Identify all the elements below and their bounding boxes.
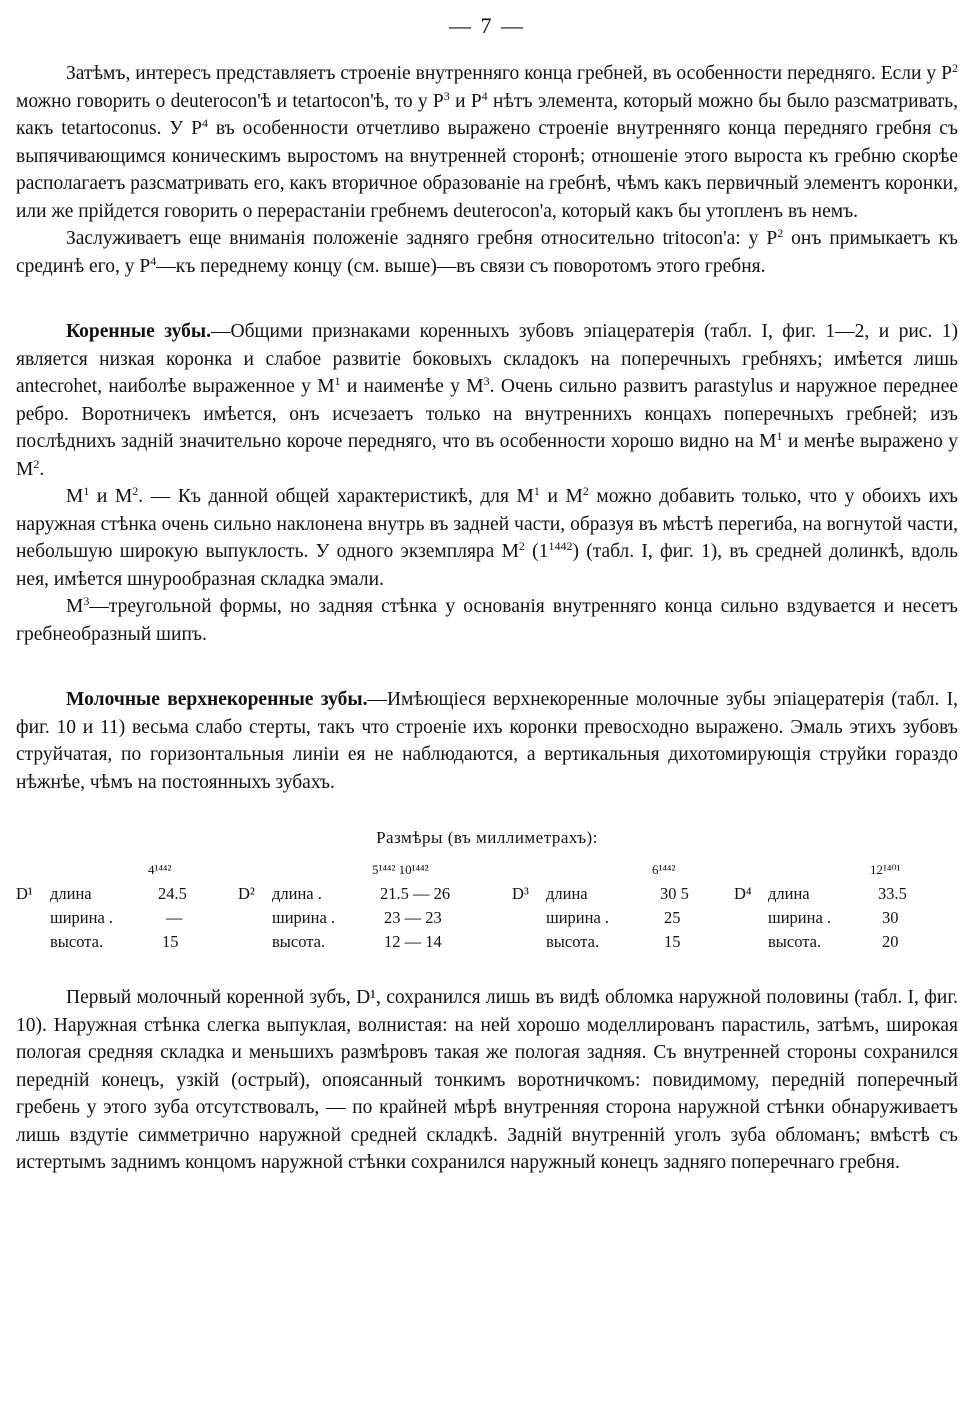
label-height: высота. <box>272 932 326 951</box>
specimen-d3: 6¹⁴⁴² <box>652 862 676 877</box>
paragraph-premolar-crests: Затѣмъ, интересъ представляетъ строеніе внутренняго конца гребней, въ особенности передняго. Если у $P^2$ можно говорить о deuterocon'ѣ и tetartocon'ѣ, то у $P^3$ и $P^4$ нѣтъ элемента, который можно бы было разсматривать, какъ tetartoconus. У $P^4$ въ особенности отчетливо выражено строеніе внутренняго конца передняго гребня съ выпячивающимся коническимъ выростомъ на внутренней сторонѣ; отношеніе этого выроста къ гребню скорѣе располагаетъ разсматривать его, какъ вторичное образованіе на гребнѣ, чѣмъ какъ первичный элементъ коронки, или же прійдется говорить о перерастаніи гребнемъ deuterocon'а, который какъ бы утопленъ въ немъ. <box>16 61 958 222</box>
label-width: ширина . <box>546 908 610 927</box>
d3-width: 25 <box>664 908 681 927</box>
tooth-d4: D⁴ <box>734 884 752 903</box>
label-width: ширина . <box>768 908 832 927</box>
measurements-title: Размѣры (въ миллиметрахъ): <box>376 828 598 847</box>
d2-width: 23 — 23 <box>384 908 442 927</box>
specimen-d4: 12¹⁴⁰¹ <box>870 862 901 877</box>
d4-width: 30 <box>882 908 899 927</box>
specimen-d1: 4¹⁴⁴² <box>148 862 172 877</box>
page <box>16 8 958 1177</box>
tooth-d1: D¹ <box>16 884 33 903</box>
label-length: длина . <box>272 884 322 903</box>
label-height: высота. <box>768 932 822 951</box>
label-length: длина <box>768 884 810 903</box>
label-width: ширина . <box>50 908 114 927</box>
d3-length: 30 5 <box>660 884 689 903</box>
paragraph-first-milk-molar: Первый молочный коренной зубъ, D¹, сохранился лишь въ видѣ обломка наружной половины (табл. I, фиг. 10). Наружная стѣнка слегка выпуклая, волнистая: на ней хорошо моделлированъ парастиль, затѣмъ, широкая пологая средняя складка и меньшихъ размѣровъ такая же пологая задняя. Съ внутренней стороны сохранился передній конецъ, узкій (острый), опоясанный тонкимъ воротничкомъ: повидимому, передній поперечный гребень у этого зуба отсутствовалъ, — по крайней мѣрѣ внутренняя сторона наружной стѣнки обнаруживаетъ лишь вздутіе симметрично наружной средней складкѣ. Задній внутренній уголъ зуба обломанъ; вмѣстѣ съ истертымъ заднимъ концомъ наружной стѣнки сохранился наружный конецъ задняго поперечнаго гребня. <box>16 987 958 1173</box>
d1-width: — <box>166 908 183 927</box>
tooth-d3: D³ <box>512 884 529 903</box>
page-number: — 7 — <box>449 13 525 38</box>
label-height: высота. <box>546 932 600 951</box>
d1-height: 15 <box>162 932 179 951</box>
label-length: длина <box>546 884 588 903</box>
d4-length: 33.5 <box>878 884 907 903</box>
specimen-d2: 5¹⁴⁴² 10¹⁴⁴² <box>372 862 429 877</box>
label-length: длина <box>50 884 92 903</box>
section-heading-molars: Коренные зубы. <box>66 321 211 342</box>
label-height: высота. <box>50 932 104 951</box>
paragraph-m1-m2: $M^1$ и $M^2$. — Къ данной общей характеристикѣ, для $M^1$ и $M^2$ можно добавить только, что у обоихъ ихъ наружная стѣнка очень сильно наклонена внутрь въ задней части, образуя въ мѣстѣ перегиба, на вогнутой части, небольшую широкую выпуклость. У одного экземпляра $M^2$ $(1^{1442})$ (табл. I, фиг. 1), въ средней долинкѣ, вдоль нея, имѣется шнурообразная складка эмали. <box>16 484 959 590</box>
d3-height: 15 <box>664 932 681 951</box>
paragraph-posterior-crest: Заслуживаетъ еще вниманія положеніе задняго гребня относительно tritocon'а: у $P^2$ онъ примыкаетъ къ срединѣ его, у $P^4—къ$ переднему концу (см. выше)—въ связи съ поворотомъ этого гребня. <box>16 226 958 277</box>
d2-length: 21.5 — 26 <box>380 884 451 903</box>
measurements-table <box>16 862 958 958</box>
tooth-d2: D² <box>238 884 255 903</box>
section-heading-milk-teeth: Молочные верхнекоренные зубы. <box>66 689 368 710</box>
label-width: ширина . <box>272 908 336 927</box>
paragraph-m3: $M^3—треугольной$ формы, но задняя стѣнка у основанія внутренняго конца сильно вздувается и несетъ гребнеобразный шипъ. <box>16 594 958 645</box>
d1-length: 24.5 <box>158 884 187 903</box>
d4-height: 20 <box>882 932 899 951</box>
paragraph-milk-teeth: Молочные верхнекоренные зубы.—Имѣющіеся верхнекоренные молочные зубы эпіацератерія (табл. I, фиг. 10 и 11) весьма слабо стерты, такъ что строеніе ихъ коронки превосходно выражено. Эмаль этихъ зубовъ струйчатая, по горизонтальныя линіи ея не наблюдаются, а вертикальныя дихотомирующія струйки гораздо нѣжнѣе, чѣмъ на постоянныхъ зубахъ. <box>16 689 958 793</box>
d2-height: 12 — 14 <box>384 932 442 951</box>
paragraph-molars: Коренные зубы.—Общими признаками коренныхъ зубовъ эпіацератерія (табл. I, фиг. 1—2, и рис. 1) является низкая коронка и слабое развитіе боковыхъ складокъ на поперечныхъ гребняхъ; имѣется лишь antecrohet, наиболѣе выраженное у $M^1$ и наименѣе у $M^3$. Очень сильно развитъ parastylus и наружное переднее ребро. Воротничекъ имѣется, онъ исчезаетъ только на внутреннихъ концахъ поперечныхъ гребней; изъ послѣднихъ задній значительно короче передняго, что въ особенности хорошо видно на $M^1$ и менѣе выражено у $M^2$. <box>16 321 959 480</box>
